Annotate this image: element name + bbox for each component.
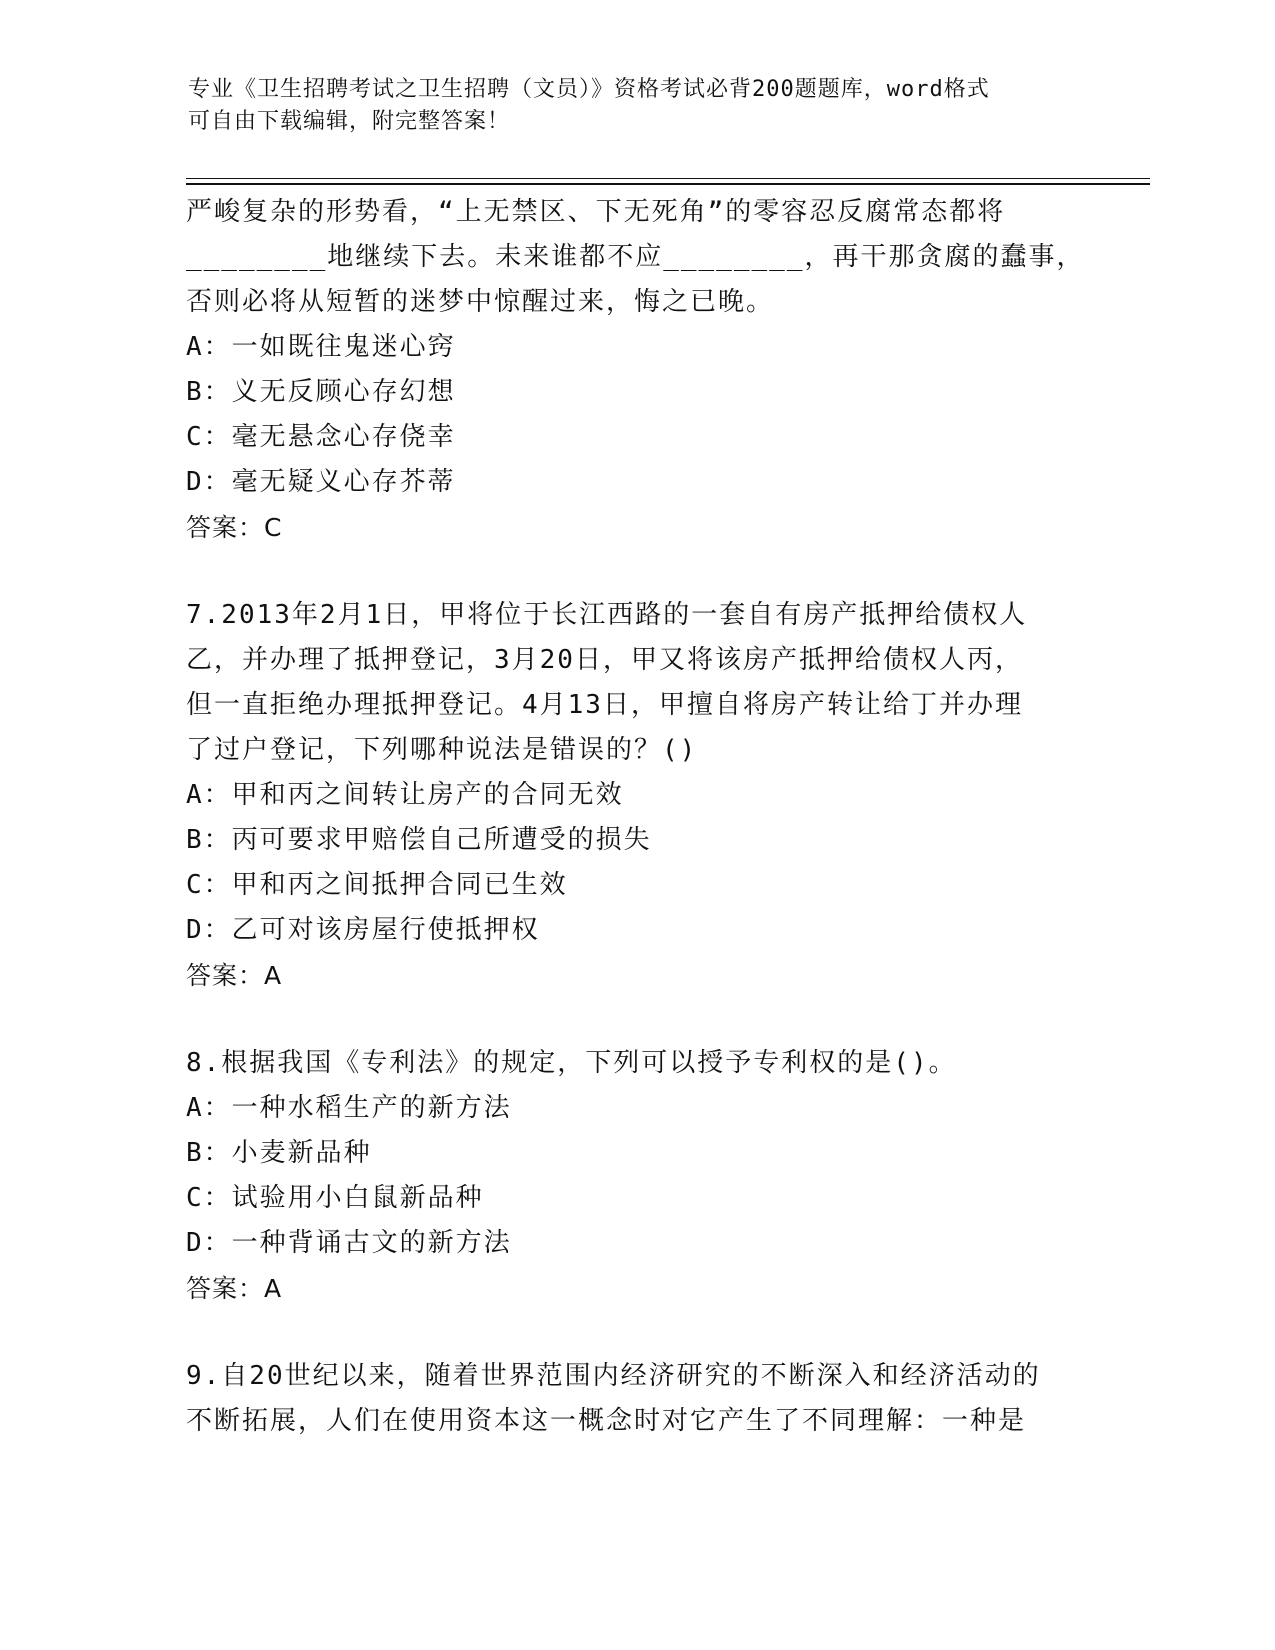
header-divider-thick — [186, 183, 1150, 185]
question-content — [186, 190, 1086, 1444]
question-text-line: 严峻复杂的形势看，“上无禁区、下无死角”的零容忍反腐常态都将 — [186, 197, 1006, 227]
question-text-line: 了过户登记，下列哪种说法是错误的？() — [186, 735, 698, 765]
spacer — [186, 550, 1086, 593]
question-text-line: 9.自20世纪以来，随着世界范围内经济研究的不断深入和经济活动的 — [186, 1361, 1041, 1391]
option-d: D：一种背诵古文的新方法 — [186, 1228, 512, 1258]
option-a: A：甲和丙之间转让房产的合同无效 — [186, 780, 624, 810]
option-c: C：甲和丙之间抵押合同已生效 — [186, 870, 568, 900]
question-text-line: ________地继续下去。未来谁都不应________，再干那贪腐的蠢事， — [186, 242, 1085, 272]
question-text-line: 但一直拒绝办理抵押登记。4月13日，甲擅自将房产转让给丁并办理 — [186, 690, 1023, 720]
header-title-line-2: 可自由下载编辑，附完整答案！ — [188, 109, 511, 134]
option-a: A：一种水稻生产的新方法 — [186, 1093, 512, 1123]
question-8 — [186, 1041, 1086, 1311]
header-divider-thin — [186, 178, 1150, 179]
option-d: D：乙可对该房屋行使抵押权 — [186, 915, 540, 945]
spacer — [186, 998, 1086, 1041]
question-9 — [186, 1354, 1086, 1444]
question-text-line: 不断拓展，人们在使用资本这一概念时对它产生了不同理解：一种是 — [186, 1406, 1027, 1436]
option-b: B：小麦新品种 — [186, 1138, 372, 1168]
option-c: C：毫无悬念心存侥幸 — [186, 422, 456, 452]
question-text-line: 7.2013年2月1日，甲将位于长江西路的一套自有房产抵押给债权人 — [186, 600, 1028, 630]
option-b: B：丙可要求甲赔偿自己所遭受的损失 — [186, 825, 652, 855]
question-text-line: 8.根据我国《专利法》的规定，下列可以授予专利权的是()。 — [186, 1048, 957, 1078]
question-6 — [186, 190, 1086, 550]
document-header — [188, 74, 1068, 138]
answer: 答案：A — [186, 961, 283, 990]
option-a: A：一如既往鬼迷心窍 — [186, 332, 456, 362]
question-7 — [186, 593, 1086, 998]
option-c: C：试验用小白鼠新品种 — [186, 1183, 484, 1213]
answer: 答案：C — [186, 513, 283, 542]
option-d: D：毫无疑义心存芥蒂 — [186, 467, 456, 497]
question-text-line: 否则必将从短暂的迷梦中惊醒过来，悔之已晚。 — [186, 287, 775, 317]
spacer — [186, 1311, 1086, 1354]
option-b: B：义无反顾心存幻想 — [186, 377, 456, 407]
question-text-line: 乙，并办理了抵押登记，3月20日，甲又将该房产抵押给债权人丙， — [186, 645, 1023, 675]
header-title-line-1: 专业《卫生招聘考试之卫生招聘（文员）》资格考试必背200题题库，word格式 — [188, 77, 990, 102]
answer: 答案：A — [186, 1274, 283, 1303]
